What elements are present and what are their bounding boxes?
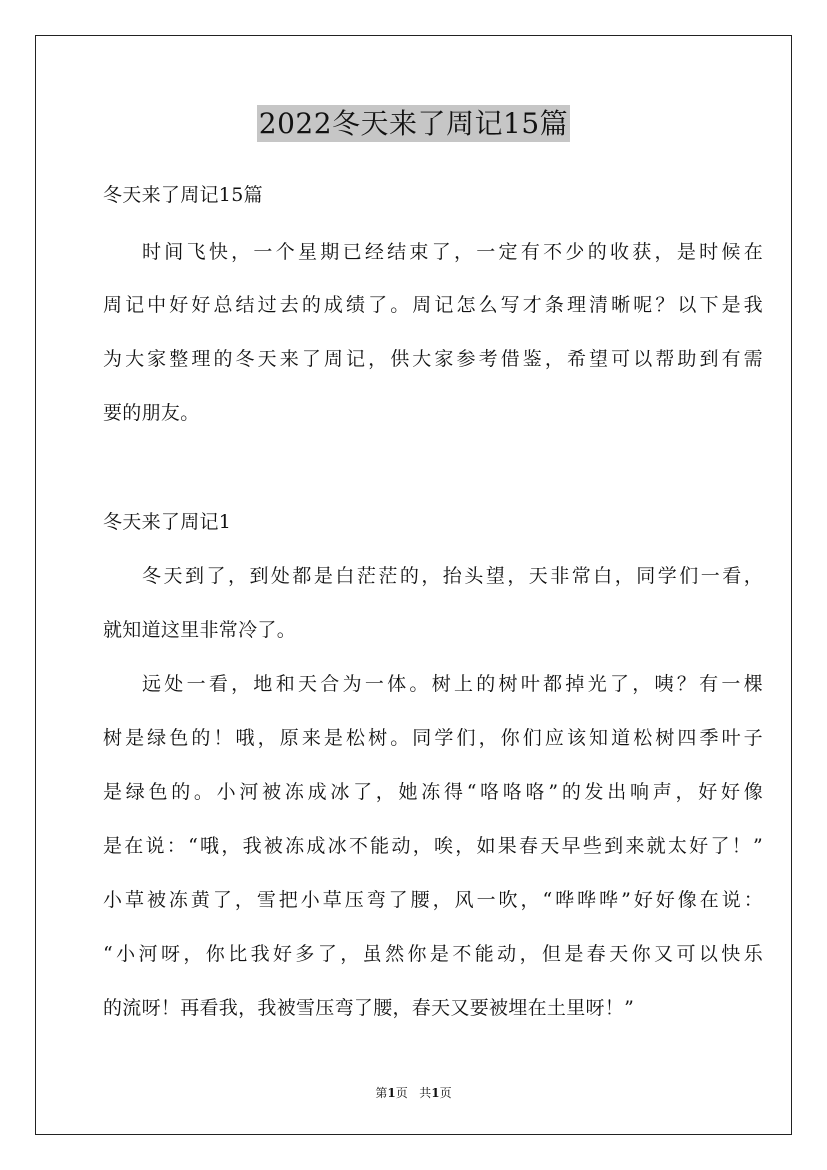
section-heading: 冬天来了周记1 xyxy=(103,511,232,533)
para2-line: 是绿色的。小河被冻成冰了，她冻得“咯咯咯”的发出响声，好好像 xyxy=(103,781,763,803)
footer-page-number: 1 xyxy=(387,1086,396,1100)
subtitle: 冬天来了周记15篇 xyxy=(103,184,263,206)
intro-line: 要的朋友。 xyxy=(103,402,200,424)
footer-total-prefix: 共 xyxy=(419,1086,432,1100)
para1-line: 冬天到了，到处都是白茫茫的，抬头望，天非常白，同学们一看， xyxy=(142,565,763,587)
para2-line: 小草被冻黄了，雪把小草压弯了腰，风一吹，“哗哗哗”好好像在说： xyxy=(103,889,763,911)
para2-line: 是在说：“哦，我被冻成冰不能动，唉，如果春天早些到来就太好了！” xyxy=(103,835,763,857)
footer-page-prefix: 第 xyxy=(375,1086,388,1100)
intro-line: 为大家整理的冬天来了周记，供大家参考借鉴，希望可以帮助到有需 xyxy=(103,348,763,370)
intro-line: 时间飞快，一个星期已经结束了，一定有不少的收获，是时候在 xyxy=(142,241,763,263)
intro-line: 周记中好好总结过去的成绩了。周记怎么写才条理清晰呢？以下是我 xyxy=(103,294,763,316)
footer-total-number: 1 xyxy=(431,1086,440,1100)
para2-line: 的流呀！再看我，我被雪压弯了腰，春天又要被埋在土里呀！” xyxy=(103,997,635,1019)
para1-line: 就知道这里非常冷了。 xyxy=(103,619,297,641)
document-title: 2022冬天来了周记15篇 xyxy=(258,107,569,140)
footer-total-suffix: 页 xyxy=(439,1086,452,1100)
document-title-wrap xyxy=(0,102,827,142)
page-footer xyxy=(0,1084,827,1101)
para2-line: 树是绿色的！哦，原来是松树。同学们，你们应该知道松树四季叶子 xyxy=(103,727,763,749)
para2-line: 远处一看，地和天合为一体。树上的树叶都掉光了，咦？有一棵 xyxy=(142,673,763,695)
footer-page-suffix: 页 xyxy=(395,1086,408,1100)
para2-line: “小河呀，你比我好多了，虽然你是不能动，但是春天你又可以快乐 xyxy=(103,943,763,965)
